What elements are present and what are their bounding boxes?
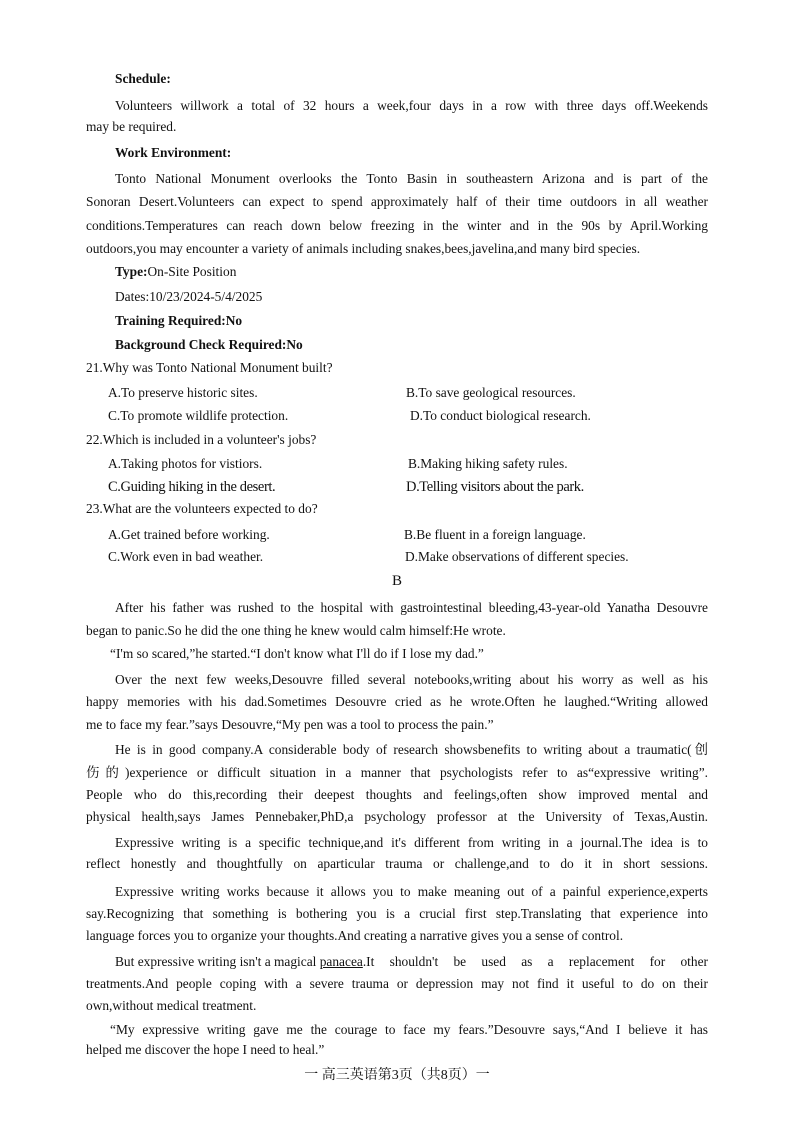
text-segment: .It shouldn't be used as a replacement for other bbox=[362, 954, 708, 969]
text-line: reflect honestly and thoughtfully on aparticular trauma or challenge,and to do it in short sessions. bbox=[86, 856, 708, 871]
text-line: “I'm so scared,”he started.“I don't know what I'll do if I lose my dad.” bbox=[110, 646, 484, 661]
text-line: After his father was rushed to the hospital with gastrointestinal bleeding,43-year-old Yanatha Desouvre bbox=[115, 600, 708, 615]
text-line: may be required. bbox=[86, 119, 177, 134]
text-line: happy memories with his dad.Sometimes Desouvre cried as he wrote.Often he laughed.“Writing allowed bbox=[86, 694, 708, 709]
text-line: Sonoran Desert.Volunteers can expect to spend approximately half of their time outdoors in all weather bbox=[86, 194, 708, 209]
section-b-heading: B bbox=[392, 573, 403, 589]
background-check-line: Background Check Required:No bbox=[115, 337, 303, 352]
question-22: 22.Which is included in a volunteer's jobs? bbox=[86, 432, 317, 447]
text-line bbox=[115, 953, 708, 971]
schedule-heading: Schedule: bbox=[115, 71, 171, 86]
text-line: People who do this,recording their deepest thoughts and feelings,often show improved mental and bbox=[86, 787, 708, 802]
option-c: C.Work even in bad weather. bbox=[108, 549, 264, 564]
question-23: 23.What are the volunteers expected to do? bbox=[86, 501, 318, 516]
text-line: Expressive writing works because it allows you to make meaning out of a painful experience,experts bbox=[115, 884, 708, 899]
question-21: 21.Why was Tonto National Monument built? bbox=[86, 360, 333, 375]
type-value: On-Site Position bbox=[147, 264, 237, 279]
option-a: A.To preserve historic sites. bbox=[108, 385, 258, 400]
text-line: Volunteers willwork a total of 32 hours a week,four days in a row with three days off.Weekends bbox=[115, 98, 708, 113]
text-line: say.Recognizing that something is bothering you is a crucial first step.Translating that experience into bbox=[86, 906, 708, 921]
text-line: language forces you to organize your thoughts.And creating a narrative gives you a sense of control. bbox=[86, 928, 624, 943]
text-line: He is in good company.A considerable body of research showsbenefits to writing about a traumatic(创 bbox=[115, 742, 708, 757]
option-a: A.Taking photos for vistiors. bbox=[108, 456, 263, 471]
option-d: D.Telling visitors about the park. bbox=[406, 479, 584, 495]
option-b: B.Making hiking safety rules. bbox=[408, 456, 568, 471]
text-line: 伤的)experience or difficult situation in a manner that psychologists refer to as“expressive writing”. bbox=[86, 765, 708, 780]
text-line: conditions.Temperatures can reach down below freezing in the winter and in the 90s by April.Working bbox=[86, 218, 708, 233]
option-d: D.To conduct biological research. bbox=[410, 408, 591, 423]
environment-heading: Work Environment: bbox=[115, 145, 232, 160]
text-line: Tonto National Monument overlooks the Tonto Basin in southeastern Arizona and is part of the bbox=[115, 171, 708, 186]
text-line: “My expressive writing gave me the courage to face my fears.”Desouvre says,“And I believe it has bbox=[110, 1022, 708, 1037]
underlined-word: panacea bbox=[319, 954, 363, 969]
option-d: D.Make observations of different species. bbox=[405, 549, 629, 564]
type-line bbox=[115, 263, 236, 281]
option-b: B.To save geological resources. bbox=[406, 385, 576, 400]
type-label: Type: bbox=[115, 264, 148, 279]
dates-line: Dates:10/23/2024-5/4/2025 bbox=[115, 289, 263, 304]
page-footer: 一 高三英语第3页（共8页）一 bbox=[304, 1068, 490, 1083]
option-b: B.Be fluent in a foreign language. bbox=[404, 527, 586, 542]
text-line: helped me discover the hope I need to heal.” bbox=[86, 1042, 325, 1057]
text-line: Expressive writing is a specific technique,and it's different from writing in a journal.The idea is to bbox=[115, 835, 708, 850]
text-line: Over the next few weeks,Desouvre filled several notebooks,writing about his worry as well as his bbox=[115, 672, 708, 687]
text-line: me to face my fear.”says Desouvre,“My pen was a tool to process the pain.” bbox=[86, 717, 494, 732]
option-a: A.Get trained before working. bbox=[108, 527, 270, 542]
text-line: treatments.And people coping with a severe trauma or depression may not find it useful to do on their bbox=[86, 976, 708, 991]
option-c: C.Guiding hiking in the desert. bbox=[108, 479, 276, 495]
text-segment: But expressive writing isn't a magical bbox=[115, 954, 320, 969]
text-line: began to panic.So he did the one thing he knew would calm himself:He wrote. bbox=[86, 623, 506, 638]
text-line: outdoors,you may encounter a variety of animals including snakes,bees,javelina,and many bird species. bbox=[86, 241, 641, 256]
text-line: physical health,says James Pennebaker,PhD,a psychology professor at the University of Texas,Austin. bbox=[86, 809, 708, 824]
text-line: own,without medical treatment. bbox=[86, 998, 257, 1013]
training-line: Training Required:No bbox=[115, 313, 243, 328]
option-c: C.To promote wildlife protection. bbox=[108, 408, 289, 423]
